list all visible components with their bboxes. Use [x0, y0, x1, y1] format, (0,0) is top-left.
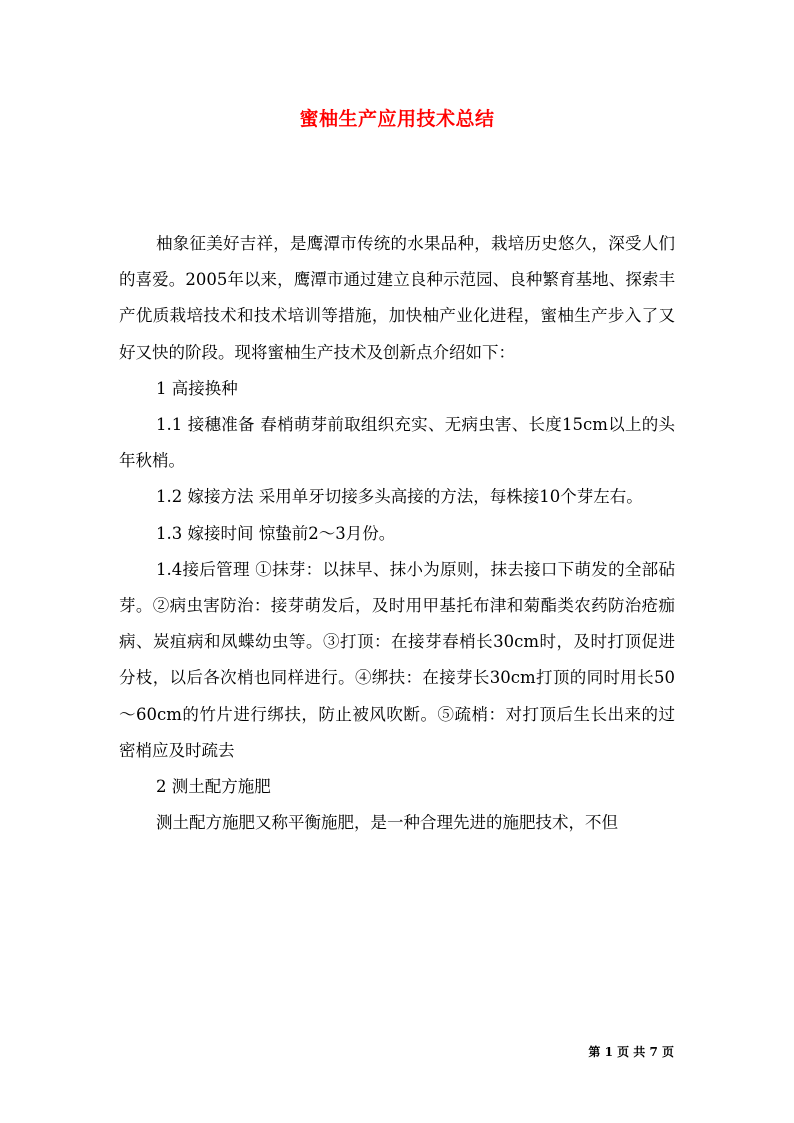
document-body [119, 226, 675, 841]
section-heading-fertilization: 2 测土配方施肥 [156, 777, 271, 797]
paragraph-fertilization: 测土配方施肥又称平衡施肥，是一种合理先进的施肥技术，不但 [156, 813, 618, 833]
paragraph-scion-prep: 1.1 接穗准备 春梢萌芽前取组织充实、无病虫害、长度15cm以上的头年秋梢。 [119, 415, 675, 471]
paragraph-grafting-method: 1.2 嫁接方法 采用单牙切接多头高接的方法，每株接10个芽左右。 [156, 487, 643, 507]
paragraph-intro: 柚象征美好吉祥，是鹰潭市传统的水果品种，栽培历史悠久，深受人们的喜爱。2005年以来，鹰潭市通过建立良种示范园、良种繁育基地、探索丰产优质栽培技术和技术培训等措施，加快柚产业化进程，蜜柚生产步入了又好又快的阶段。现将蜜柚生产技术及创新点介绍如下： [119, 234, 675, 362]
paragraph-post-graft-care: 1.4接后管理 ①抹芽：以抹早、抹小为原则，抹去接口下萌发的全部砧芽。②病虫害防治：接芽萌发后，及时用甲基托布津和菊酯类农药防治疮痂病、炭疽病和凤蝶幼虫等。③打顶：在接芽春梢长30cm时，及时打顶促进分枝，以后各次梢也同样进行。④绑扶：在接芽长30cm打顶的同时用长50～60cm的竹片进行绑扶，防止被风吹断。⑤疏梢：对打顶后生长出来的过密梢应及时疏去 [119, 559, 675, 760]
document-title: 蜜柚生产应用技术总结 [299, 108, 495, 130]
page-number: 第 1 页 共 7 页 [588, 1045, 674, 1059]
section-heading-grafting: 1 高接换种 [156, 378, 238, 398]
paragraph-grafting-time: 1.3 嫁接时间 惊蛰前2～3月份。 [156, 523, 396, 543]
